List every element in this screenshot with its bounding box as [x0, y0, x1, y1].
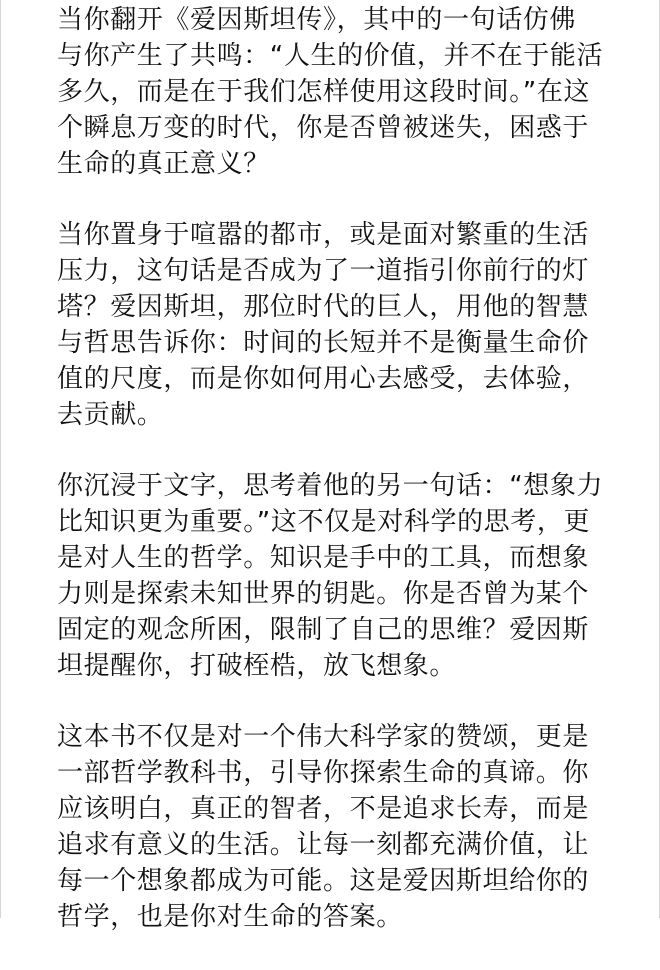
text-line: 当你置身于喧嚣的都市，或是面对繁重的生活 [57, 220, 590, 250]
text-line: 比知识更为重要。”这不仅是对科学的思考，更 [57, 507, 591, 537]
text-line: 力则是探索未知世界的钥匙。你是否曾为某个 [57, 579, 590, 609]
text-line: 塔？爱因斯坦，那位时代的巨人，用他的智慧 [57, 292, 590, 322]
text-line: 是对人生的哲学。知识是手中的工具，而想象 [57, 543, 590, 573]
text-line: 当你翻开《爱因斯坦传》，其中的一句话仿佛 [57, 5, 577, 35]
left-border [0, 0, 1, 918]
article-body [57, 2, 627, 970]
paragraph-1 [57, 2, 627, 182]
text-line: 坦提醒你，打破桎梏，放飞想象。 [57, 651, 457, 681]
paragraph-4 [57, 719, 627, 935]
text-line: 一部哲学教科书，引导你探索生命的真谛。你 [57, 758, 590, 788]
text-line: 个瞬息万变的时代，你是否曾被迷失，困惑于 [57, 113, 590, 143]
text-line: 与你产生了共鸣：“人生的价值，并不在于能活 [57, 41, 604, 71]
paragraph-3 [57, 468, 627, 684]
text-line: 应该明白，真正的智者，不是追求长寿，而是 [57, 794, 590, 824]
text-line: 每一个想象都成为可能。这是爱因斯坦给你的 [57, 866, 590, 896]
text-line: 与哲思告诉你：时间的长短并不是衡量生命价 [57, 328, 590, 358]
text-line: 哲学，也是你对生命的答案。 [57, 902, 403, 932]
text-line: 去贡献。 [57, 400, 164, 430]
text-line: 生命的真正意义？ [57, 149, 270, 179]
paragraph-2 [57, 217, 627, 433]
text-line: 这本书不仅是对一个伟大科学家的赞颂，更是 [57, 722, 590, 752]
text-line: 追求有意义的生活。让每一刻都充满价值，让 [57, 830, 590, 860]
text-line: 多久，而是在于我们怎样使用这段时间。”在这 [57, 77, 591, 107]
text-line: 压力，这句话是否成为了一道指引你前行的灯 [57, 256, 590, 286]
text-line: 固定的观念所困，限制了自己的思维？爱因斯 [57, 615, 590, 645]
text-line: 值的尺度，而是你如何用心去感受，去体验， [57, 364, 590, 394]
text-line: 你沉浸于文字，思考着他的另一句话：“想象力 [57, 471, 604, 501]
